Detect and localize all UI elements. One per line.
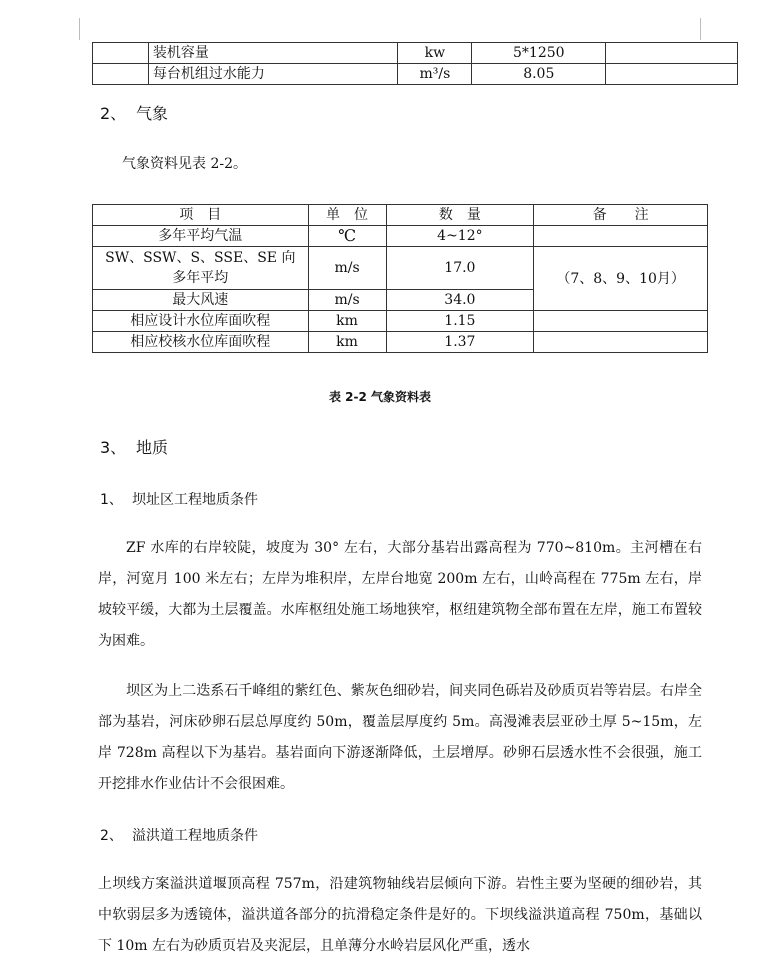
heading-number: 3、 — [100, 438, 127, 457]
table-cell: m/s — [308, 247, 386, 290]
table-cell: km — [308, 332, 386, 353]
subheading-title: 溢洪道工程地质条件 — [132, 828, 258, 844]
table-cell: 多年平均气温 — [93, 226, 309, 247]
table-cell: 1.15 — [386, 311, 534, 332]
table-row — [93, 43, 738, 64]
table-row — [93, 226, 708, 247]
table-cell: m/s — [308, 290, 386, 311]
table-cell: 装机容量 — [148, 43, 398, 64]
table-header-row — [93, 205, 708, 226]
page-margin-mark-right — [700, 18, 701, 40]
table-cell: 4~12° — [386, 226, 534, 247]
table-cell — [534, 332, 708, 353]
meteo-intro: 气象资料见表 2-2。 — [122, 156, 247, 172]
meteo-table — [92, 204, 708, 353]
page-margin-mark-left — [79, 18, 80, 40]
table-cell: 34.0 — [386, 290, 534, 311]
paragraph-dam-strata: 坝区为上二迭系石千峰组的紫红色、紫灰色细砂岩，间夹同色砾岩及砂质页岩等岩层。右岸全部为基岩，河床砂卵石层总厚度约 50m，覆盖层厚度约 5m。高漫滩表层亚砂土厚 5~15m，左岸 728m 高程以下为基岩。基岩面向下游逐渐降低，土层增厚。砂卵石层透水性不会很强，施工开挖排水作业估计不会很困难。 — [98, 683, 702, 792]
column-header: 单 位 — [308, 205, 386, 226]
paragraph-right-bank: ZF 水库的右岸较陡，坡度为 30° 左右，大部分基岩出露高程为 770~810m。主河槽在右岸，河宽月 100 米左右；左岸为堆积岸，左岸台地宽 200m 左右，山岭高程在 775m 左右，岸坡较平缓，大都为土层覆盖。水库枢纽处施工场地狭窄，枢纽建筑物全部布置在左岸，施工布置较为困难。 — [98, 540, 702, 649]
heading-number: 2、 — [100, 104, 127, 123]
heading-title: 地质 — [136, 438, 169, 457]
table-cell — [93, 64, 149, 85]
table-cell: SW、SSW、S、SSE、SE 向多年平均 — [93, 247, 309, 290]
table-cell — [606, 64, 738, 85]
table-row — [93, 332, 708, 353]
table-cell: m³/s — [398, 64, 472, 85]
table-cell: km — [308, 311, 386, 332]
table-cell: kw — [398, 43, 472, 64]
table-cell: ℃ — [308, 226, 386, 247]
section-heading-geology — [100, 435, 168, 458]
subheading-spillway — [100, 825, 258, 845]
note-cell: （7、8、9、10月） — [534, 247, 708, 311]
subheading-title: 坝址区工程地质条件 — [132, 492, 258, 508]
table-cell: 相应设计水位库面吹程 — [93, 311, 309, 332]
column-header: 项 目 — [93, 205, 309, 226]
table-caption: 表 2-2 气象资料表 — [328, 390, 432, 404]
table-cell — [93, 43, 149, 64]
unit-table — [92, 42, 738, 85]
table-cell: 17.0 — [386, 247, 534, 290]
table-cell — [534, 226, 708, 247]
section-heading-meteorology — [100, 101, 168, 124]
table-cell: 相应校核水位库面吹程 — [93, 332, 309, 353]
table-cell: 1.37 — [386, 332, 534, 353]
table-cell — [606, 43, 738, 64]
table-cell: 最大风速 — [93, 290, 309, 311]
table-cell: 每台机组过水能力 — [148, 64, 398, 85]
subheading-number: 1、 — [100, 492, 123, 508]
column-header: 数 量 — [386, 205, 534, 226]
subheading-dam-site — [100, 489, 258, 509]
subheading-number: 2、 — [100, 828, 123, 844]
table-cell — [534, 311, 708, 332]
heading-title: 气象 — [136, 104, 169, 123]
paragraph-spillway: 上坝线方案溢洪道堰顶高程 757m，沿建筑物轴线岩层倾向下游。岩性主要为坚硬的细砂岩，其中软弱层多为透镜体，溢洪道各部分的抗滑稳定条件是好的。下坝线溢洪道高程 750m，基础以下 10m 左右为砂质页岩及夹泥层，且单薄分水岭岩层风化严重，透水 — [98, 876, 702, 954]
table-row — [93, 64, 738, 85]
table-row — [93, 247, 708, 290]
table-cell: 5*1250 — [472, 43, 606, 64]
table-cell: 8.05 — [472, 64, 606, 85]
column-header: 备 注 — [534, 205, 708, 226]
table-row — [93, 311, 708, 332]
